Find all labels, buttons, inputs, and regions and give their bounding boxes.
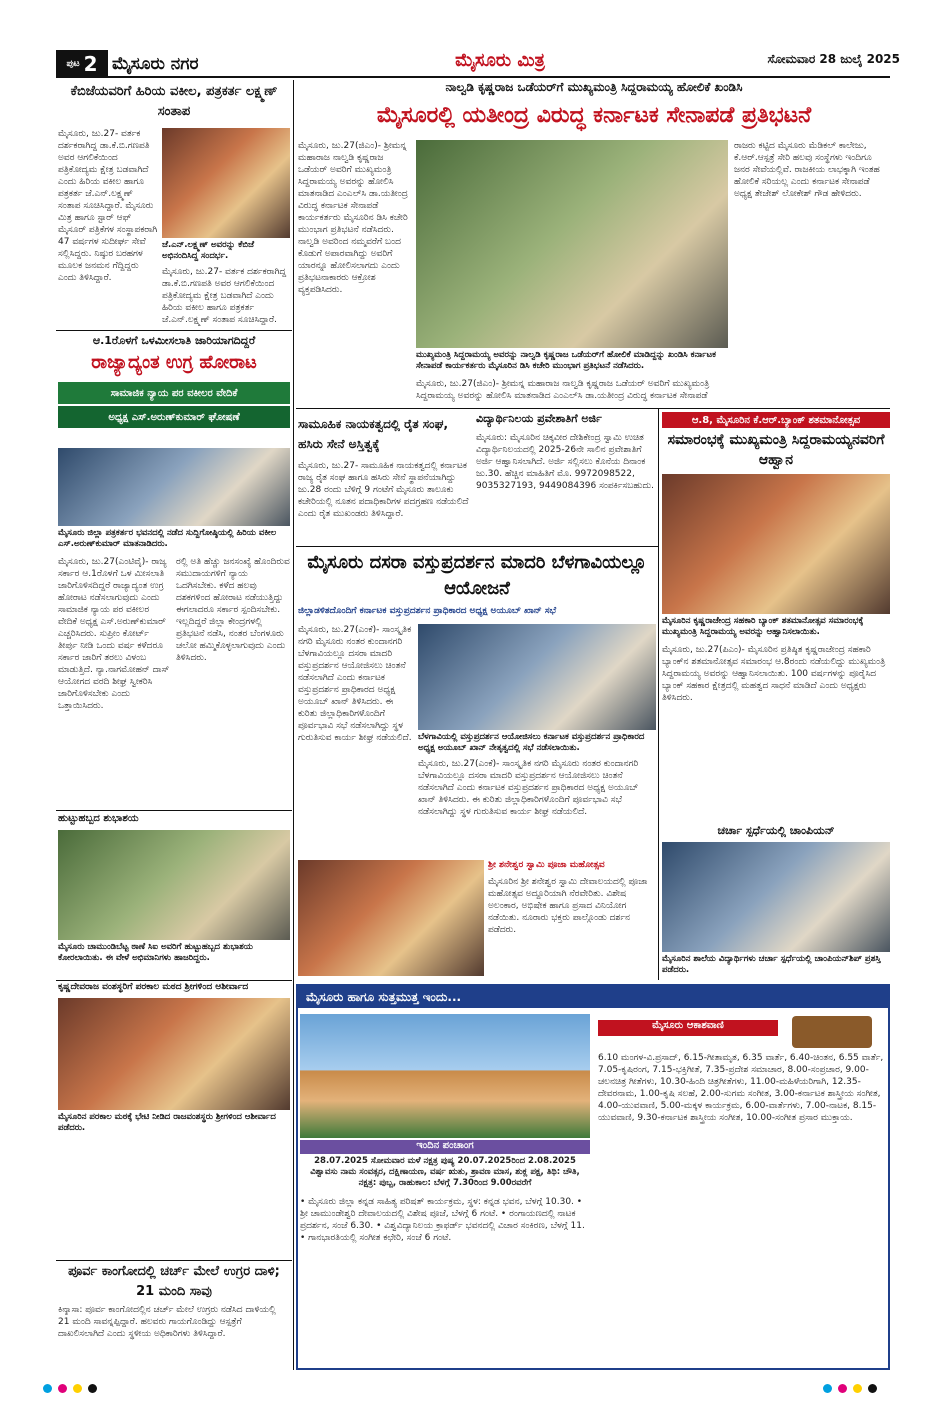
page-number-box <box>56 50 108 78</box>
top-story-photo <box>416 140 728 348</box>
divider <box>56 810 292 811</box>
top-story-caption: ಮುಖ್ಯಮಂತ್ರಿ ಸಿದ್ದರಾಮಯ್ಯ ಅವರನ್ನು ನಾಲ್ವಡಿ ಕೃಷ್ಣರಾಜ ಒಡೆಯರ್‌ಗೆ ಹೋಲಿಕೆ ಮಾಡಿದ್ದನ್ನು ಖಂಡಿಸಿ ಕರ್ನಾಟಕ ಸೇನಾಪಡೆ ಕಾರ್ಯಕರ್ತರು ಮೈಸೂರಿನ ಡಿಸಿ ಕಚೇರಿ ಮುಂಭಾಗ ಪ್ರತಿಭಟನೆ ನಡೆಸಿದರು. <box>416 350 716 371</box>
left-mid-bar2: ಅಧ್ಯಕ್ಷ ಎಸ್.ಅರುಣ್‌ಕುಮಾರ್ ಘೋಷಣೆ <box>58 406 290 428</box>
center-pooja-body: ಮೈಸೂರಿನ ಶ್ರೀ ಶನೇಶ್ವರ ಸ್ವಾಮಿ ದೇವಾಲಯದಲ್ಲಿ ಪೂಜಾ ಮಹೋತ್ಸವ ಅದ್ದೂರಿಯಾಗಿ ನೆರವೇರಿತು. ವಿಶೇಷ ಅಲಂಕಾರ, ಅಭಿಷೇಕ ಹಾಗೂ ಪ್ರಸಾದ ವಿನಿಯೋಗ ನಡೆಯಿತು. ನೂರಾರು ಭಕ್ತರು ಪಾಲ್ಗೊಂಡು ದರ್ಶನ ಪಡೆದರು. <box>488 877 648 935</box>
left-top-headline: ಕೆಬಿಜೆಯವರಿಗೆ ಹಿರಿಯ ವಕೀಲ, ಪತ್ರಕರ್ತ ಲಕ್ಷ್ಮಣ್ ಸಂತಾಪ <box>70 84 278 119</box>
column-rule <box>658 408 659 980</box>
top-story-kicker: ನಾಲ್ವಡಿ ಕೃಷ್ಣರಾಜ ಒಡೆಯರ್‌ಗೆ ಮುಖ್ಯಮಂತ್ರಿ ಸಿದ್ದರಾಮಯ್ಯ ಹೋಲಿಕೆ ಖಂಡಿಸಿ <box>445 80 743 94</box>
masthead-rule <box>56 76 890 78</box>
divider <box>296 546 658 547</box>
paper-name: ಮೈಸೂರು ಮಿತ್ರ <box>455 49 545 71</box>
center-dasara-body: ಮೈಸೂರು, ಜು.27(ಎಂಕೆ)- ಸಾಂಸ್ಕೃತಿಕ ನಗರಿ ಮೈಸೂರು ನಂತರ ಕುಂದಾನಗರಿ ಬೆಳಗಾವಿಯಲ್ಲೂ ದಸರಾ ಮಾದರಿ ವಸ್ತುಪ್ರದರ್ಶನ ಆಯೋಜಿಸಲು ಚಿಂತನೆ ನಡೆಸಲಾಗಿದೆ ಎಂದು ಕರ್ನಾಟಕ ವಸ್ತುಪ್ರದರ್ಶನ ಪ್ರಾಧಿಕಾರದ ಅಧ್ಯಕ್ಷ ಅಯೂಬ್ ಖಾನ್ ತಿಳಿಸಿದರು. ಈ ಕುರಿತು ಜಿಲ್ಲಾಧಿಕಾರಿಗಳೊಂದಿಗೆ ಪೂರ್ವಭಾವಿ ಸಭೆ ನಡೆಸಲಾಗಿದ್ದು ಸ್ಥಳ ಗುರುತಿಸುವ ಕಾರ್ಯ ಶೀಘ್ರ ನಡೆಯಲಿದೆ. <box>298 625 412 743</box>
center-pooja-title: ಶ್ರೀ ಶನೇಶ್ವರ ಸ್ವಾಮಿ ಪೂಜಾ ಮಹೋತ್ಸವ <box>488 860 605 870</box>
left-top-photo <box>162 128 290 238</box>
left-bday-photo <box>58 830 290 940</box>
center-mid-body: ಮೈಸೂರು: ಮೈಸೂರಿನ ಚಿಕ್ಕವೀರ ದೇಶಿಕೇಂದ್ರ ಸ್ವಾಮಿ ಉಚಿತ ವಿದ್ಯಾರ್ಥಿನಿಲಯದಲ್ಲಿ 2025-26ನೇ ಸಾಲಿನ ಪ್ರವೇಶಾತಿಗೆ ಅರ್ಜಿ ಆಹ್ವಾನಿಸಲಾಗಿದೆ. ಅರ್ಜಿ ಸಲ್ಲಿಸಲು ಕೊನೆಯ ದಿನಾಂಕ ಜು.30. ಹೆಚ್ಚಿನ ಮಾಹಿತಿಗೆ ಮೊ. 9972098522, 9035327193, 9449084396 ಸಂಪರ್ಕಿಸಬಹುದು. <box>476 433 655 491</box>
left-ashirvad-photo <box>58 998 290 1110</box>
center-pooja-photo <box>298 860 484 976</box>
today-events: • ಮೈಸೂರು ಜಿಲ್ಲಾ ಕನ್ನಡ ಸಾಹಿತ್ಯ ಪರಿಷತ್ ಕಾರ್ಯಕ್ರಮ, ಸ್ಥಳ: ಕನ್ನಡ ಭವನ, ಬೆಳಗ್ಗೆ 10.30. • ಶ್ರೀ ಚಾಮುಂಡೇಶ್ವರಿ ದೇವಾಲಯದಲ್ಲಿ ವಿಶೇಷ ಪೂಜೆ, ಬೆಳಗ್ಗೆ 6 ಗಂಟೆ. • ರಂಗಾಯಣದಲ್ಲಿ ನಾಟಕ ಪ್ರದರ್ಶನ, ಸಂಜೆ 6.30. • ವಿಶ್ವವಿದ್ಯಾನಿಲಯ ಕ್ರಾಫರ್ಡ್ ಭವನದಲ್ಲಿ ವಿಚಾರ ಸಂಕಿರಣ, ಬೆಳಗ್ಗೆ 11. • ಗಾನಭಾರತಿಯಲ್ಲಿ ಸಂಗೀತ ಕಛೇರಿ, ಸಂಜೆ 6 ಗಂಟೆ. <box>300 1197 585 1243</box>
center-dasara-body2: ಮೈಸೂರು, ಜು.27(ಎಂಕೆ)- ಸಾಂಸ್ಕೃತಿಕ ನಗರಿ ಮೈಸೂರು ನಂತರ ಕುಂದಾನಗರಿ ಬೆಳಗಾವಿಯಲ್ಲೂ ದಸರಾ ಮಾದರಿ ವಸ್ತುಪ್ರದರ್ಶನ ಆಯೋಜಿಸಲು ಚಿಂತನೆ ನಡೆಸಲಾಗಿದೆ ಎಂದು ಕರ್ನಾಟಕ ವಸ್ತುಪ್ರದರ್ಶನ ಪ್ರಾಧಿಕಾರದ ಅಧ್ಯಕ್ಷ ಅಯೂಬ್ ಖಾನ್ ತಿಳಿಸಿದರು. ಈ ಕುರಿತು ಜಿಲ್ಲಾಧಿಕಾರಿಗಳೊಂದಿಗೆ ಪೂರ್ವಭಾವಿ ಸಭೆ ನಡೆಸಲಾಗಿದ್ದು ಸ್ಥಳ ಗುರುತಿಸುವ ಕಾರ್ಯ ಶೀಘ್ರ ನಡೆಯಲಿದೆ. <box>418 759 639 817</box>
left-bottom-body: ಕಿನ್ಶಾಸಾ: ಪೂರ್ವ ಕಾಂಗೋದಲ್ಲಿನ ಚರ್ಚ್ ಮೇಲೆ ಉಗ್ರರು ನಡೆಸಿದ ದಾಳಿಯಲ್ಲಿ 21 ಮಂದಿ ಸಾವನ್ನಪ್ಪಿದ್ದಾರೆ. ಹಲವರು ಗಾಯಗೊಂಡಿದ್ದು ಆಸ್ಪತ್ರೆಗೆ ದಾಖಲಿಸಲಾಗಿದೆ ಎಂದು ಸ್ಥಳೀಯ ಅಧಿಕಾರಿಗಳು ತಿಳಿಸಿದ್ದಾರೆ. <box>58 1305 276 1339</box>
right-chess-caption: ಮೈಸೂರಿನ ಶಾಲೆಯ ವಿದ್ಯಾರ್ಥಿಗಳು ಚರ್ಚಾ ಸ್ಪರ್ಧೆಯಲ್ಲಿ ಚಾಂಪಿಯನ್‌ಶಿಪ್ ಪ್ರಶಸ್ತಿ ಪಡೆದರು. <box>662 954 881 975</box>
left-mid-bar1: ಸಾಮಾಜಿಕ ನ್ಯಾಯ ಪರ ವಕೀಲರ ವೇದಿಕೆ <box>58 382 290 404</box>
right-chess-title: ಚರ್ಚಾ ಸ್ಪರ್ಧೆಯಲ್ಲಿ ಚಾಂಪಿಯನ್ <box>717 824 835 837</box>
panchanga-text: 28.07.2025 ಸೋಮವಾರ ಮಳೆ ನಕ್ಷತ್ರ ಪುಷ್ಯ 20.07.2025ರಿಂದ 2.08.2025 ವಿಶ್ವಾವಸು ನಾಮ ಸಂವತ್ಸರ, ದಕ್ಷಿಣಾಯಣ, ವರ್ಷ ಋತು, ಶ್ರಾವಣ ಮಾಸ, ಶುಕ್ಲ ಪಕ್ಷ, ತಿಥಿ: ಚೌತಿ, ನಕ್ಷತ್ರ: ಪುಬ್ಬ, ರಾಹುಕಾಲ: ಬೆಳಗ್ಗೆ 7.30ರಿಂದ 9.00ರವರೆಗೆ <box>310 1156 580 1188</box>
today-title: ಮೈಸೂರು ಹಾಗೂ ಸುತ್ತಮುತ್ತ ಇಂದು... <box>298 986 888 1008</box>
palace-photo <box>300 1014 590 1138</box>
center-dasara-sub: ಜಿಲ್ಲಾಡಳಿತದೊಂದಿಗೆ ಕರ್ನಾಟಕ ವಸ್ತುಪ್ರದರ್ಶನ ಪ್ರಾಧಿಕಾರದ ಅಧ್ಯಕ್ಷ ಅಯೂಬ್ ಖಾನ್ ಸಭೆ <box>298 606 557 616</box>
center-dasara-headline: ಮೈಸೂರು ದಸರಾ ವಸ್ತುಪ್ರದರ್ಶನ ಮಾದರಿ ಬೆಳಗಾವಿಯಲ್ಲೂ ಆಯೋಜನೆ <box>307 552 647 599</box>
right-top-photo <box>662 474 890 614</box>
left-mid-caption: ಮೈಸೂರು ಜಿಲ್ಲಾ ಪತ್ರಕರ್ತರ ಭವನದಲ್ಲಿ ನಡೆದ ಸುದ್ದಿಗೋಷ್ಠಿಯಲ್ಲಿ ಹಿರಿಯ ವಕೀಲ ಎಸ್.ಅರುಣ್‌ಕುಮಾರ್ ಮಾತನಾಡಿದರು. <box>58 528 277 549</box>
column-rule <box>293 80 294 1370</box>
color-registration-dots <box>820 1378 880 1397</box>
divider <box>296 408 890 409</box>
left-bottom-headline: ಪೂರ್ವ ಕಾಂಗೋದಲ್ಲಿ ಚರ್ಚ್ ಮೇಲೆ ಉಗ್ರರ ದಾಳಿ; 21 ಮಂದಿ ಸಾವು <box>68 1264 280 1299</box>
top-story-headline: ಮೈಸೂರಲ್ಲಿ ಯತೀಂದ್ರ ವಿರುದ್ಧ ಕರ್ನಾಟಕ ಸೇನಾಪಡೆ ಪ್ರತಿಭಟನೆ <box>376 103 812 128</box>
date-line: ಸೋಮವಾರ 28 ಜುಲೈ 2025 <box>767 52 900 66</box>
center-left-body: ಮೈಸೂರು, ಜು.27- ಸಾಮೂಹಿಕ ನಾಯಕತ್ವದಲ್ಲಿ ಕರ್ನಾಟಕ ರಾಜ್ಯ ರೈತ ಸಂಘ ಹಾಗೂ ಹಸಿರು ಸೇನೆ ಸ್ಥಾಪನೆಯಾಗಿದ್ದು ಜು.28 ರಂದು ಬೆಳಿಗ್ಗೆ 9 ಗಂಟೆಗೆ ಮೈಸೂರು ತಾಲೂಕು ಕಚೇರಿಯಲ್ಲಿ ನೂತನ ಪದಾಧಿಕಾರಿಗಳ ಪದಗ್ರಹಣ ನಡೆಯಲಿದೆ ಎಂದು ರೈತ ಮುಖಂಡರು ತಿಳಿಸಿದ್ದಾರೆ. <box>298 461 469 519</box>
top-story-body: ಮೈಸೂರು, ಜು.27(ಜಿಎಂ)- ಶ್ರೀಮನ್ನ ಮಹಾರಾಜ ನಾಲ್ವಡಿ ಕೃಷ್ಣರಾಜ ಒಡೆಯರ್ ಅವರಿಗೆ ಮುಖ್ಯಮಂತ್ರಿ ಸಿದ್ದರಾಮಯ್ಯ ಅವರನ್ನು ಹೋಲಿಸಿ ಮಾತನಾಡಿದ ಎಂಎಲ್‌ಸಿ ಡಾ.ಯತೀಂದ್ರ ವಿರುದ್ಧ ಕರ್ನಾಟಕ ಸೇನಾಪಡೆ ಕಾರ್ಯಕರ್ತರು ಮೈಸೂರಿನ ಡಿಸಿ ಕಚೇರಿ ಮುಂಭಾಗ ಪ್ರತಿಭಟನೆ ನಡೆಸಿದರು. ನಾಲ್ವಡಿ ಅವರಿಂದ ನಮ್ಮವರೆಗೆ ಬಂದ ಕೊಡುಗೆ ಅಪಾರವಾಗಿದ್ದು ಅವರಿಗೆ ಯಾರನ್ನೂ ಹೋಲಿಸಲಾಗದು ಎಂದು ಪ್ರತಿಭಟನಾಕಾರರು ಆಕ್ರೋಶ ವ್ಯಕ್ತಪಡಿಸಿದರು. <box>298 141 408 295</box>
left-bday-caption: ಮೈಸೂರು ಚಾಮುಂಡಿಬೆಟ್ಟ ಠಾಣೆ ಸಿಐ ಅವರಿಗೆ ಹುಟ್ಟುಹಬ್ಬದ ಶುಭಾಶಯ ಕೋರಲಾಯಿತು. ಈ ವೇಳೆ ಅಭಿಮಾನಿಗಳು ಹಾಜರಿದ್ದರು. <box>58 942 253 963</box>
center-left-headline: ಸಾಮೂಹಿಕ ನಾಯಕತ್ವದಲ್ಲಿ ರೈತ ಸಂಘ, ಹಸಿರು ಸೇನೆ ಅಸ್ತಿತ್ವಕ್ಕೆ <box>298 417 449 451</box>
left-mid-photo <box>58 448 290 526</box>
right-top-body: ಮೈಸೂರು, ಜು.27(ಪಿಎಂ)- ಮೈಸೂರಿನ ಪ್ರತಿಷ್ಠಿತ ಕೃಷ್ಣರಾಜೇಂದ್ರ ಸಹಕಾರಿ ಬ್ಯಾಂಕ್‌ನ ಶತಮಾನೋತ್ಸವ ಸಮಾರಂಭ ಆ.8ರಂದು ನಡೆಯಲಿದ್ದು ಮುಖ್ಯಮಂತ್ರಿ ಸಿದ್ದರಾಮಯ್ಯ ಅವರನ್ನು ಆಹ್ವಾನಿಸಲಾಯಿತು. 100 ವರ್ಷಗಳನ್ನು ಪೂರೈಸಿದ ಬ್ಯಾಂಕ್ ಸಹಕಾರ ಕ್ಷೇತ್ರದಲ್ಲಿ ಮಹತ್ವದ ಸಾಧನೆ ಮಾಡಿದೆ ಎಂದು ಅಧ್ಯಕ್ಷರು ತಿಳಿಸಿದರು. <box>662 645 886 703</box>
left-mid-body: ಮೈಸೂರು, ಜು.27(ಎಂಟಿವೈ)- ರಾಜ್ಯ ಸರ್ಕಾರ ಆ.1ರೊಳಗೆ ಒಳ ಮೀಸಲಾತಿ ಜಾರಿಗೊಳಿಸದಿದ್ದರೆ ರಾಜ್ಯಾದ್ಯಂತ ಉಗ್ರ ಹೋರಾಟ ನಡೆಸಲಾಗುವುದು ಎಂದು ಸಾಮಾಜಿಕ ನ್ಯಾಯ ಪರ ವಕೀಲರ ವೇದಿಕೆ ಅಧ್ಯಕ್ಷ ಎಸ್.ಅರುಣ್‌ಕುಮಾರ್ ಎಚ್ಚರಿಸಿದರು. ಸುಪ್ರೀಂ ಕೋರ್ಟ್ ತೀರ್ಪು ನೀಡಿ ಒಂದು ವರ್ಷ ಕಳೆದರೂ ಸರ್ಕಾರ ಜಾರಿಗೆ ತರಲು ವಿಳಂಬ ಮಾಡುತ್ತಿದೆ. ನ್ಯಾ.ನಾಗಮೋಹನ್ ದಾಸ್ ಆಯೋಗದ ವರದಿ ಶೀಘ್ರ ಸ್ವೀಕರಿಸಿ ಜಾರಿಗೊಳಿಸಬೇಕು ಎಂದು ಒತ್ತಾಯಿಸಿದರು. <box>58 557 170 711</box>
radio-title: ಮೈಸೂರು ಆಕಾಶವಾಣಿ <box>598 1020 778 1036</box>
top-story-body-mid: ಮೈಸೂರು, ಜು.27(ಜಿಎಂ)- ಶ್ರೀಮನ್ನ ಮಹಾರಾಜ ನಾಲ್ವಡಿ ಕೃಷ್ಣರಾಜ ಒಡೆಯರ್ ಅವರಿಗೆ ಮುಖ್ಯಮಂತ್ರಿ ಸಿದ್ದರಾಮಯ್ಯ ಅವರನ್ನು ಹೋಲಿಸಿ ಮಾತನಾಡಿದ ಎಂಎಲ್‌ಸಿ ಡಾ.ಯತೀಂದ್ರ ವಿರುದ್ಧ ಕರ್ನಾಟಕ ಸೇನಾಪಡೆ <box>416 379 710 401</box>
top-story-body2: ರಾಜರು ಕಟ್ಟಿದ ಮೈಸೂರು ಮೆಡಿಕಲ್ ಕಾಲೇಜು, ಕೆ.ಆರ್.ಆಸ್ಪತ್ರೆ ಸೇರಿ ಹಲವು ಸಂಸ್ಥೆಗಳು ಇಂದಿಗೂ ಜನರ ಸೇವೆಯಲ್ಲಿವೆ. ರಾಜಕೀಯ ಲಾಭಕ್ಕಾಗಿ ಇಂತಹ ಹೋಲಿಕೆ ಸರಿಯಲ್ಲ ಎಂದು ಕರ್ನಾಟಕ ಸೇನಾಪಡೆ ಅಧ್ಯಕ್ಷ ತೇಜೇಶ್ ಲೋಕೇಶ್ ಗೌಡ ಹೇಳಿದರು. <box>734 141 880 199</box>
radio-icon <box>792 1016 872 1048</box>
section-title: ಮೈಸೂರು ನಗರ <box>112 54 199 74</box>
panchanga-title: ಇಂದಿನ ಪಂಚಾಂಗ <box>300 1140 590 1154</box>
left-mid-body2: ರಲ್ಲಿ ಅತಿ ಹೆಚ್ಚು ಜನಸಂಖ್ಯೆ ಹೊಂದಿರುವ ಸಮುದಾಯಗಳಿಗೆ ನ್ಯಾಯ ಒದಗಿಸಬೇಕು. ಕಳೆದ ಹಲವು ದಶಕಗಳಿಂದ ಹೋರಾಟ ನಡೆಯುತ್ತಿದ್ದು ಈಗಲಾದರೂ ಸರ್ಕಾರ ಸ್ಪಂದಿಸಬೇಕು. ಇಲ್ಲದಿದ್ದರೆ ಜಿಲ್ಲಾ ಕೇಂದ್ರಗಳಲ್ಲಿ ಪ್ರತಿಭಟನೆ ನಡೆಸಿ, ನಂತರ ಬೆಂಗಳೂರು ಚಲೋ ಹಮ್ಮಿಕೊಳ್ಳಲಾಗುವುದು ಎಂದು ತಿಳಿಸಿದರು. <box>176 557 290 663</box>
page-number: 2 <box>83 52 98 76</box>
divider <box>56 1260 292 1261</box>
masthead <box>0 0 945 78</box>
right-top-headline: ಸಮಾರಂಭಕ್ಕೆ ಮುಖ್ಯಮಂತ್ರಿ ಸಿದ್ದರಾಮಯ್ಯನವರಿಗೆ ಆಹ್ವಾನ <box>667 432 885 468</box>
left-ashirvad-title: ಕೃಷ್ಣದೇವರಾಜ ವಂಶಸ್ಥರಿಗೆ ಪರಕಾಲ ಮಠದ ಶ್ರೀಗಳಿಂದ ಆಶೀರ್ವಾದ <box>58 982 249 992</box>
left-top-caption: ಜೆ.ಎನ್.ಲಕ್ಷ್ಮಣ್ ಅವರನ್ನು ಕೆಬಿಜೆ ಅಭಿನಂದಿಸಿದ್ದ ಸಂದರ್ಭ. <box>162 240 255 261</box>
left-bday-title: ಹುಟ್ಟುಹಬ್ಬದ ಶುಭಾಶಯ <box>58 813 139 824</box>
left-mid-headline: ರಾಜ್ಯಾದ್ಯಂತ ಉಗ್ರ ಹೋರಾಟ <box>91 352 257 373</box>
right-top-kicker: ಆ.8, ಮೈಸೂರಿನ ಕೆ.ಆರ್.ಬ್ಯಾಂಕ್ ಶತಮಾನೋತ್ಸವ <box>662 412 890 428</box>
divider <box>56 980 292 981</box>
color-registration-dots <box>40 1378 100 1397</box>
right-chess-photo <box>662 842 890 952</box>
left-top-body: ಮೈಸೂರು, ಜು.27- ವರ್ತಕ ದರ್ಶಕರಾಗಿದ್ದ ಡಾ.ಕೆ.ಬಿ.ಗಣಪತಿ ಅವರ ಆಗಲಿಕೆಯಿಂದ ಪತ್ರಿಕೋದ್ಯಮ ಕ್ಷೇತ್ರ ಬಡವಾಗಿದೆ ಎಂದು ಹಿರಿಯ ವಕೀಲ ಹಾಗೂ ಪತ್ರಕರ್ತ ಜೆ.ಎನ್.ಲಕ್ಷ್ಮಣ್ ಸಂತಾಪ ಸೂಚಿಸಿದ್ದಾರೆ. ಮೈಸೂರು ಮಿತ್ರ ಹಾಗೂ ಸ್ಟಾರ್ ಆಫ್ ಮೈಸೂರ್ ಪತ್ರಿಕೆಗಳ ಸಂಸ್ಥಾಪಕರಾಗಿ 47 ವರ್ಷಗಳ ಸುದೀರ್ಘ ಸೇವೆ ಸಲ್ಲಿಸಿದ್ದರು. ನಿಷ್ಠುರ ಬರಹಗಳ ಮೂಲಕ ಜನಮನ ಗೆದ್ದಿದ್ದರು ಎಂದು ತಿಳಿಸಿದ್ದಾರೆ. <box>58 129 158 283</box>
left-mid-kicker: ಆ.1ರೊಳಗೆ ಒಳಮೀಸಲಾತಿ ಜಾರಿಯಾಗದಿದ್ದರೆ <box>92 334 256 347</box>
radio-schedule: 6.10 ಮಂಗಳ-ವಿ.ಪ್ರಸಾದ್, 6.15-ಗೀತಾಮೃತ, 6.35 ವಾರ್ತೆ, 6.40-ಚಿಂತನ, 6.55 ವಾರ್ತೆ, 7.05-ಕೃಷಿರಂಗ, 7.15-ಭಕ್ತಿಗೀತೆ, 7.35-ಪ್ರದೇಶ ಸಮಾಚಾರ, 8.00-ಸಂಪ್ರಚಾರ, 9.00-ಚಲನಚಿತ್ರ ಗೀತೆಗಳು, 10.30-ಹಿಂದಿ ಚಿತ್ರಗೀತೆಗಳು, 11.00-ಮಹಿಳೆಯರಿಗಾಗಿ, 12.35-ದೇವರನಾಮ, 1.00-ಕೃಷಿ ಸಲಹೆ, 2.00-ಸುಗಮ ಸಂಗೀತ, 3.00-ಕರ್ನಾಟಕ ಶಾಸ್ತ್ರೀಯ ಸಂಗೀತ, 4.00-ಯುವವಾಣಿ, 5.00-ಮಕ್ಕಳ ಕಾರ್ಯಕ್ರಮ, 6.00-ವಾರ್ತೆಗಳು, 7.00-ನಾಟಕ, 8.15-ಯುವವಾಣಿ, 9.30-ಕರ್ನಾಟಕ ಶಾಸ್ತ್ರೀಯ ಸಂಗೀತ, 10.00-ಸಂಗೀತ ಪ್ರಸಾರ ಮುಕ್ತಾಯ. <box>598 1053 884 1123</box>
divider <box>56 330 292 331</box>
center-dasara-caption: ಬೆಳಗಾವಿಯಲ್ಲಿ ವಸ್ತುಪ್ರದರ್ಶನ ಆಯೋಜಿಸಲು ಕರ್ನಾಟಕ ವಸ್ತುಪ್ರದರ್ಶನ ಪ್ರಾಧಿಕಾರದ ಅಧ್ಯಕ್ಷ ಅಯೂಬ್ ಖಾನ್ ನೇತೃತ್ವದಲ್ಲಿ ಸಭೆ ನಡೆಸಲಾಯಿತು. <box>418 732 645 753</box>
center-mid-headline: ವಿದ್ಯಾರ್ಥಿನಿಲಯ ಪ್ರವೇಶಾತಿಗೆ ಅರ್ಜಿ <box>476 412 602 425</box>
page-label: ಪುಟ <box>66 59 80 69</box>
right-top-caption: ಮೈಸೂರಿನ ಕೃಷ್ಣರಾಜೇಂದ್ರ ಸಹಕಾರಿ ಬ್ಯಾಂಕ್ ಶತಮಾನೋತ್ಸವ ಸಮಾರಂಭಕ್ಕೆ ಮುಖ್ಯಮಂತ್ರಿ ಸಿದ್ದರಾಮಯ್ಯ ಅವರನ್ನು ಆಹ್ವಾನಿಸಲಾಯಿತು. <box>662 616 864 637</box>
left-ashirvad-caption: ಮೈಸೂರಿನ ಪರಕಾಲ ಮಠಕ್ಕೆ ಭೇಟಿ ನೀಡಿದ ರಾಜವಂಶಸ್ಥರು ಶ್ರೀಗಳಿಂದ ಆಶೀರ್ವಾದ ಪಡೆದರು. <box>58 1112 276 1133</box>
center-dasara-photo <box>418 624 656 730</box>
left-top-body-cont: ಮೈಸೂರು, ಜು.27- ವರ್ತಕ ದರ್ಶಕರಾಗಿದ್ದ ಡಾ.ಕೆ.ಬಿ.ಗಣಪತಿ ಅವರ ಆಗಲಿಕೆಯಿಂದ ಪತ್ರಿಕೋದ್ಯಮ ಕ್ಷೇತ್ರ ಬಡವಾಗಿದೆ ಎಂದು ಹಿರಿಯ ವಕೀಲ ಹಾಗೂ ಪತ್ರಕರ್ತ ಜೆ.ಎನ್.ಲಕ್ಷ್ಮಣ್ ಸಂತಾಪ ಸೂಚಿಸಿದ್ದಾರೆ. <box>162 267 287 325</box>
